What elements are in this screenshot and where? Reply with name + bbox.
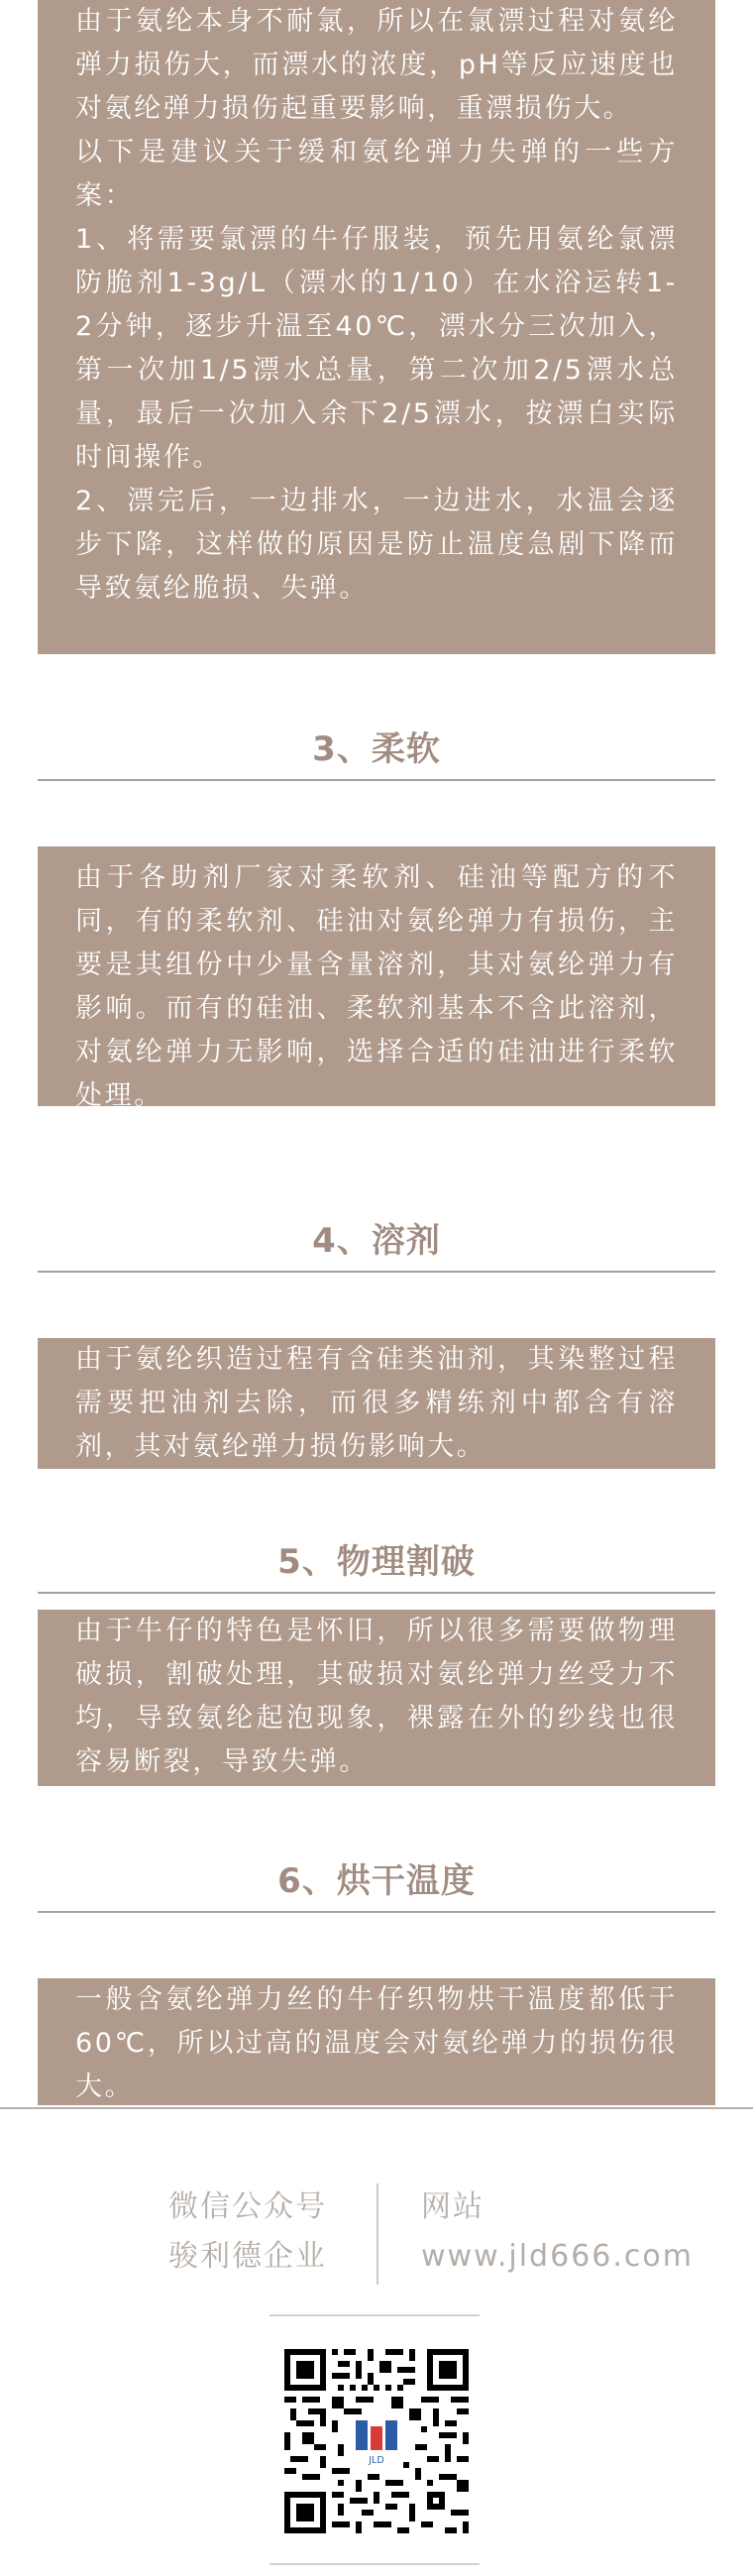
physical-text-box bbox=[38, 1610, 715, 1786]
softening-text: 由于各助剂厂家对柔软剂、硅油等配方的不同，有的柔软剂、硅油对氨纶弹力有损伤，主要是其组份中少量含量溶剂，其对氨纶弹力有影响。而有的硅油、柔软剂基本不含此溶剂，对氨纶弹力无影响，选择合适的硅油进行柔软处理。 bbox=[75, 862, 678, 1111]
wechat-label: 微信公众号 bbox=[168, 2189, 327, 2224]
footer-short-divider bbox=[269, 2314, 480, 2316]
wechat-name: 骏利德企业 bbox=[168, 2239, 327, 2274]
intro-paragraph: 以下是建议关于缓和氨纶弹力失弹的一些方案： bbox=[75, 137, 678, 211]
section-title-softening: 3、柔软 bbox=[312, 729, 441, 769]
footer-bottom-divider bbox=[269, 2563, 480, 2565]
website-url[interactable]: www.jld666.com bbox=[421, 2239, 694, 2274]
section-divider bbox=[38, 1592, 715, 1594]
website-label: 网站 bbox=[421, 2189, 484, 2224]
section-divider bbox=[38, 1911, 715, 1913]
drying-text: 一般含氨纶弹力丝的牛仔织物烘干温度都低于60℃，所以过高的温度会对氨纶弹力的损伤很大。 bbox=[75, 1984, 678, 2102]
intro-text-box bbox=[38, 0, 715, 654]
section-title-solvent: 4、溶剂 bbox=[312, 1221, 441, 1261]
intro-paragraph: 由于氨纶本身不耐氯，所以在氯漂过程对氨纶弹力损伤大，而漂水的浓度，pH等反应速度也对氨纶弹力损伤起重要影响，重漂损伤大。 bbox=[75, 6, 678, 124]
section-title-physical: 5、物理割破 bbox=[277, 1542, 476, 1582]
intro-paragraph: 2、漂完后，一边排水，一边进水，水温会逐步下降，这样做的原因是防止温度急剧下降而导致氨纶脆损、失弹。 bbox=[75, 486, 678, 604]
softening-text-box bbox=[38, 846, 715, 1111]
svg-text:JLD: JLD bbox=[369, 2455, 384, 2467]
section-divider bbox=[38, 779, 715, 781]
physical-text: 由于牛仔的特色是怀旧，所以很多需要做物理破损，割破处理，其破损对氨纶弹力丝受力不均，导致氨纶起泡现象，裸露在外的纱线也很容易断裂，导致失弹。 bbox=[75, 1616, 678, 1777]
solvent-text-box bbox=[38, 1338, 715, 1469]
section-title-drying: 6、烘干温度 bbox=[277, 1861, 476, 1901]
footer-divider bbox=[0, 2107, 753, 2109]
intro-paragraph: 1、将需要氯漂的牛仔服装，预先用氨纶氯漂防脆剂1-3g/L（漂水的1/10）在水浴运转1-2分钟，逐步升温至40℃，漂水分三次加入，第一次加1/5漂水总量，第二次加2/5漂水总量，最后一次加入余下2/5漂水，按漂白实际时间操作。 bbox=[75, 224, 678, 473]
qr-code-icon bbox=[284, 2349, 469, 2533]
solvent-text: 由于氨纶织造过程有含硅类油剂，其染整过程需要把油剂去除，而很多精练剂中都含有溶剂，其对氨纶弹力损伤影响大。 bbox=[75, 1344, 678, 1462]
footer-vertical-divider bbox=[376, 2184, 378, 2285]
drying-text-box bbox=[38, 1978, 715, 2105]
section-divider bbox=[38, 1271, 715, 1273]
